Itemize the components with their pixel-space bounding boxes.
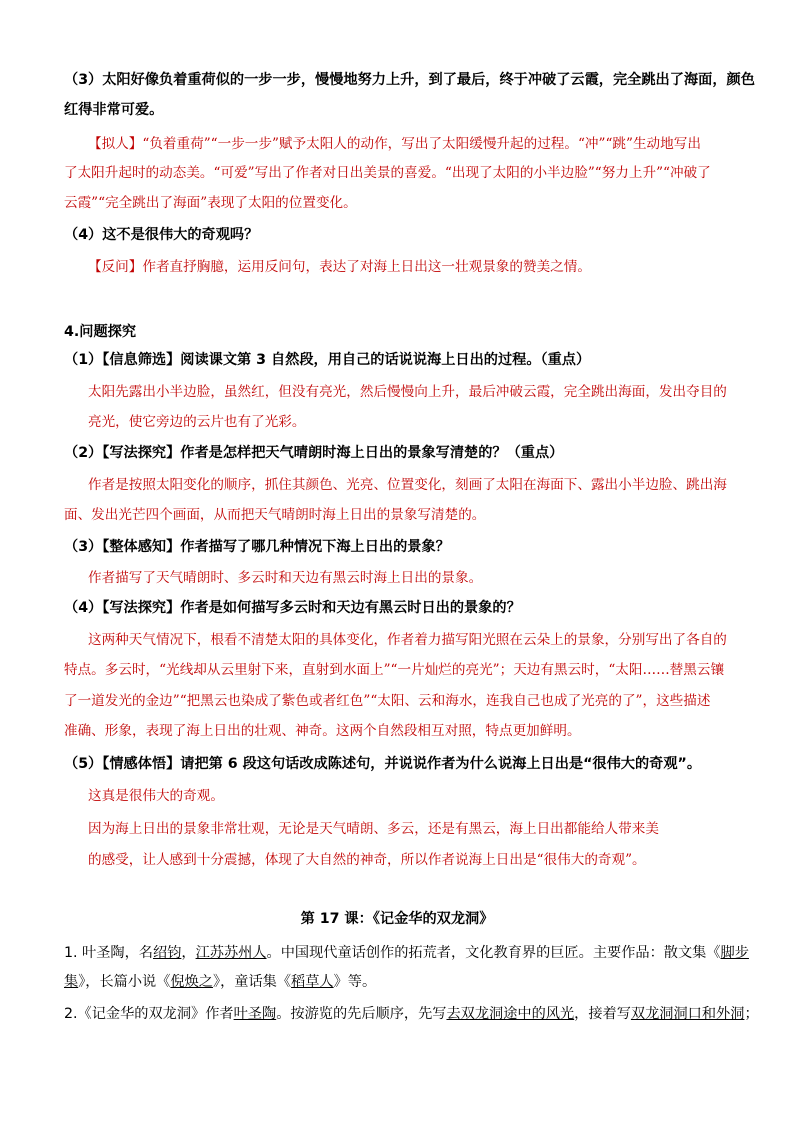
section-heading-problem-inquiry: 4.问题探究 xyxy=(64,324,137,340)
text-run: 》，长篇小说《 xyxy=(78,974,171,990)
question-3-line-1: （3）太阳好像负着重荷似的一步一步，慢慢地努力上升，到了最后，终于冲破了云霞，完全跳出了海面，颜色 xyxy=(64,72,755,88)
underlined-name: 绍钧 xyxy=(152,945,182,961)
lesson-17-point-1-line-1 xyxy=(64,943,749,963)
text-run: 2.《记金华的双龙洞》作者 xyxy=(64,1006,234,1022)
underlined-work-1-cont: 集 xyxy=(64,974,79,990)
inquiry-answer-4-line-3: 了一道发光的金边”“把黑云也染成了紫色或者红色”“太阳、云和海水，连我自己也成了光亮的了”，这些描述 xyxy=(64,693,711,709)
question-3-line-2: 红得非常可爱。 xyxy=(64,102,164,118)
underlined-work-2: 倪焕之 xyxy=(170,974,213,990)
text-run: 1. 叶圣陶，名 xyxy=(64,945,153,961)
underlined-route-scenery: 去双龙洞途中的风光 xyxy=(446,1006,575,1022)
text-run: ； xyxy=(744,1006,759,1022)
lesson-17-title: 第 17 课：《记金华的双龙洞》 xyxy=(300,911,494,927)
underlined-work-1: 脚步 xyxy=(720,945,749,961)
text-run: 》，童话集《 xyxy=(213,974,292,990)
lesson-17-point-1-line-2 xyxy=(64,972,376,992)
text-run: 》等。 xyxy=(333,974,377,990)
inquiry-answer-5-line-3: 的感受，让人感到十分震撼，体现了大自然的神奇，所以作者说海上日出是“很伟大的奇观”。 xyxy=(88,852,646,868)
underlined-place: 江苏苏州人 xyxy=(195,945,267,961)
inquiry-question-5: （5）【情感体悟】请把第 6 段这句话改成陈述句，并说说作者为什么说海上日出是“很伟大的奇观”。 xyxy=(64,756,702,772)
text-run: ， xyxy=(181,945,196,961)
underlined-author: 叶圣陶 xyxy=(233,1006,277,1022)
lesson-17-point-2-line-1 xyxy=(64,1004,759,1024)
underlined-work-3: 稻草人 xyxy=(291,974,334,990)
inquiry-answer-5-line-2: 因为海上日出的景象非常壮观，无论是天气晴朗、多云，还是有黑云，海上日出都能给人带来美 xyxy=(88,821,659,837)
text-run: ，接着写 xyxy=(574,1006,631,1022)
text-run: 。中国现代童话创作的拓荒者，文化教育界的巨匠。主要作品：散文集《 xyxy=(266,945,721,961)
inquiry-answer-5-line-1: 这真是很伟大的奇观。 xyxy=(88,788,224,804)
inquiry-answer-2-line-2: 面、发出光芒四个画面，从而把天气晴朗时海上日出的景象写清楚的。 xyxy=(64,507,486,523)
inquiry-answer-2-line-1: 作者是按照太阳变化的顺序，抓住其颜色、光亮、位置变化，刻画了太阳在海面下、露出小半边脸、跳出海 xyxy=(88,477,727,493)
text-run: 。按游览的先后顺序，先写 xyxy=(276,1006,447,1022)
inquiry-question-3: （3）【整体感知】作者描写了哪几种情况下海上日出的景象？ xyxy=(64,539,450,555)
annotation-personification-line-3: 云霞”“完全跳出了海面”表现了太阳的位置变化。 xyxy=(64,195,357,211)
inquiry-question-2: （2）【写法探究】作者是怎样把天气晴朗时海上日出的景象写清楚的？（重点） xyxy=(64,445,564,461)
inquiry-question-4: （4）【写法探究】作者是如何描写多云时和天边有黑云时日出的景象的？ xyxy=(64,600,521,616)
annotation-personification-line-2: 了太阳升起时的动态美。“可爱”写出了作者对日出美景的喜爱。“出现了太阳的小半边脸”“努力上升”“冲破了 xyxy=(64,165,711,181)
inquiry-answer-4-line-2: 特点。多云时，“光线却从云里射下来，直射到水面上”“一片灿烂的亮光”；天边有黑云时，“太阳……替黑云镶 xyxy=(64,662,725,678)
inquiry-answer-1-line-1: 太阳先露出小半边脸，虽然红，但没有亮光，然后慢慢向上升，最后冲破云霞，完全跳出海面，发出夺目的 xyxy=(88,384,727,400)
inquiry-question-1: （1）【信息筛选】阅读课文第 3 自然段，用自己的话说说海上日出的过程。（重点） xyxy=(64,352,591,368)
underlined-cave-entrance: 双龙洞洞口和外洞 xyxy=(630,1006,745,1022)
annotation-personification-line-1: 【拟人】“负着重荷”“一步一步”赋予太阳人的动作，写出了太阳缓慢升起的过程。“冲”“跳”生动地写出 xyxy=(88,136,701,152)
question-4: （4）这不是很伟大的奇观吗？ xyxy=(64,227,259,243)
annotation-rhetorical-question: 【反问】作者直抒胸臆，运用反问句，表达了对海上日出这一壮观景象的赞美之情。 xyxy=(88,259,591,275)
inquiry-answer-4-line-1: 这两种天气情况下，根看不清楚太阳的具体变化，作者着力描写阳光照在云朵上的景象，分别写出了各自的 xyxy=(88,632,727,648)
inquiry-answer-4-line-4: 准确、形象，表现了海上日出的壮观、神奇。这两个自然段相互对照，特点更加鲜明。 xyxy=(64,723,581,739)
inquiry-answer-1-line-2: 亮光，使它旁边的云片也有了光彩。 xyxy=(88,414,306,430)
inquiry-answer-3: 作者描写了天气晴朗时、多云时和天边有黑云时海上日出的景象。 xyxy=(88,570,483,586)
